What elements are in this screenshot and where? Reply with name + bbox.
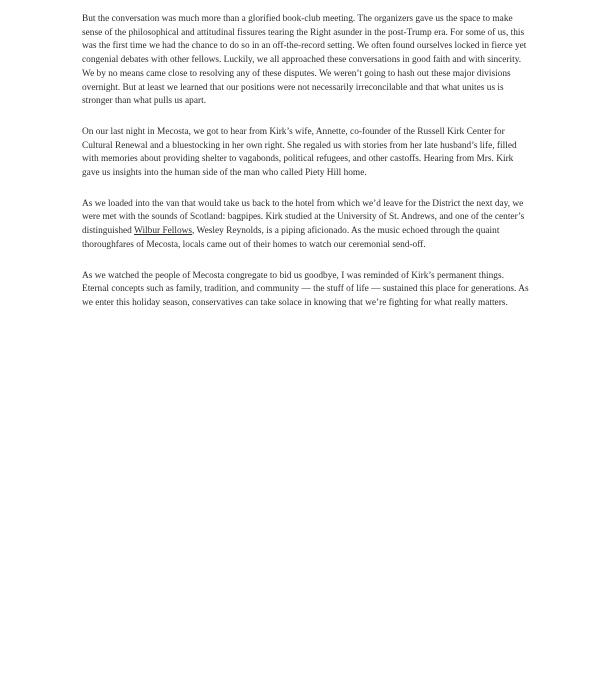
paragraph-annette-kirk: On our last night in Mecosta, we got to hear from Kirk’s wife, Annette, co-founder of the Russell Kirk Center for Cultural Renewal and a bluestocking in her own right. She regaled us with stories from her late husband’s life, filled with memories about providing shelter to vagabonds, political refugees, and other castoffs. Hearing from Mrs. Kirk gave us insights into the human side of the man who called Piety Hill home. (82, 126, 517, 179)
paragraph-bagpipes (82, 198, 530, 253)
paragraph-bagpipes-text-end: , Wesley Reynolds, is a piping aficionado. As the music echoed through the quaint thoroughfares of Mecosta, locals came out of their homes to watch our ceremonial send-off. (82, 226, 500, 250)
article-body (82, 13, 530, 328)
paragraph-book-club: But the conversation was much more than a glorified book-club meeting. The organizers gave us the space to make sense of the philosophical and attitudinal fissures tearing the Right asunder in the post-Trump era. For some of us, this was the first time we had the chance to do so in an off-the-record setting. We often found ourselves locked in fierce yet congenial debates with other fellows. Luckily, we all approached these conversations in good faith and with sincerity. We by no means came close to resolving any of these disputes. We weren’t going to hash out these major divisions overnight. But at least we learned that our positions were not necessarily irreconcilable and that what unites us is stronger than what pulls us apart. (82, 14, 527, 107)
wilbur-fellows-link[interactable]: Wilbur Fellows (134, 226, 193, 237)
paragraph-bagpipes-text-start: As we loaded into the van that would take us back to the hotel from which we’d leave for the District the next day, we were met with the sounds of Scotland: bagpipes. Kirk studied at the University of St. Andrews, and one of the center’s distinguished (82, 198, 525, 237)
paragraph-permanent-things: As we watched the people of Mecosta congregate to bid us goodbye, I was reminded of Kirk’s permanent things. Eternal concepts such as family, tradition, and community — the stuff of life — sustained this place for generations. As we enter this holiday season, conservatives can take solace in knowing that we’re fighting for what really matters. (82, 270, 529, 308)
